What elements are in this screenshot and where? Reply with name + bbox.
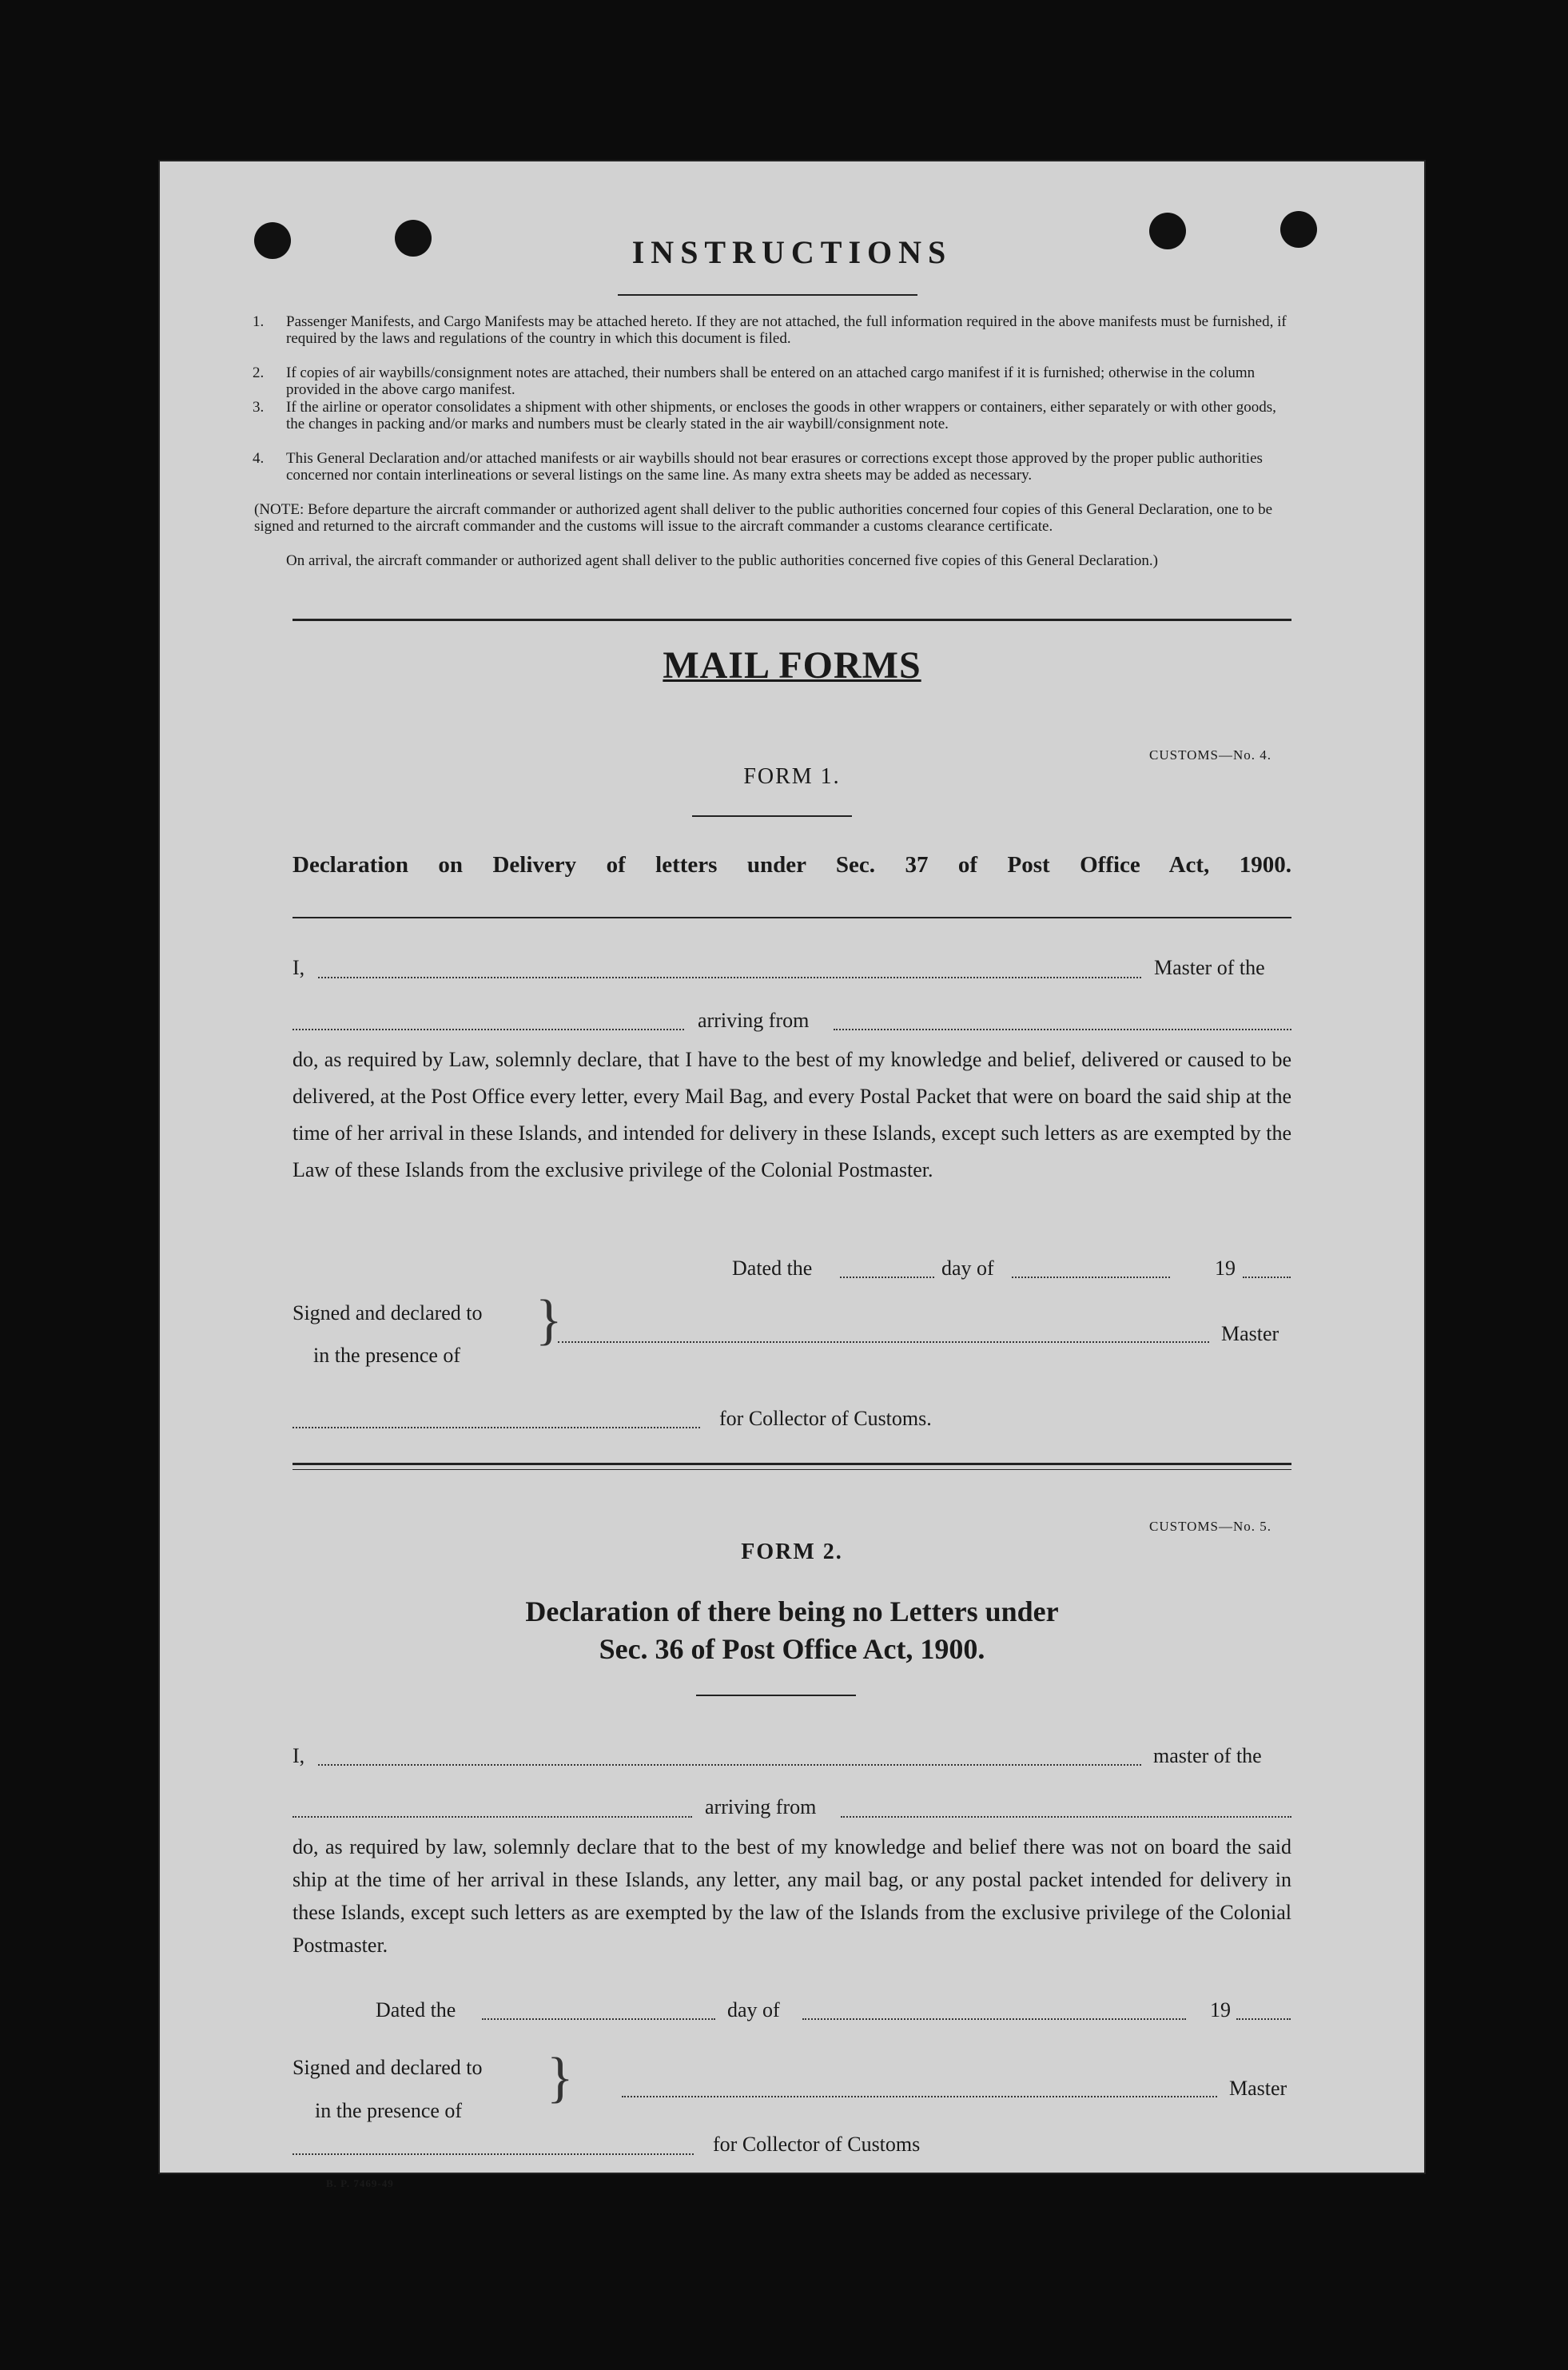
form2-day-of: day of: [727, 1998, 780, 2021]
form2-year-field[interactable]: [1236, 2018, 1291, 2020]
form1-heading-rule: [692, 815, 852, 817]
form1-dated-the: Dated the: [732, 1257, 813, 1280]
instruction-note: [254, 501, 1293, 535]
form1-master-of-the: Master of the: [1154, 956, 1265, 979]
form2-master-of-the: master of the: [1153, 1744, 1262, 1767]
instruction-text: This General Declaration and/or attached manifests or air waybills should not bear erasures or corrections except those approved by the proper public authorities concerned nor contain interlineations or several listings on the same line. As many extra sheets may be added as necessary.: [286, 450, 1263, 484]
form2-declaration-line-2: Sec. 36 of Post Office Act, 1900.: [599, 1633, 985, 1665]
form1-master: Master: [1221, 1322, 1279, 1345]
title-underline: [618, 294, 917, 296]
form1-origin-field[interactable]: [834, 1029, 1291, 1030]
form1-arriving-from: arriving from: [698, 1009, 810, 1032]
form2-collector-signature-field[interactable]: [293, 2153, 694, 2155]
form1-brace: }: [535, 1289, 563, 1351]
form1-date-field[interactable]: [840, 1277, 934, 1278]
printer-mark: B. P. 7469-49: [326, 2177, 394, 2189]
instruction-item-2: [253, 364, 1293, 398]
form2-signed-1: Signed and declared to: [293, 2056, 483, 2079]
form2-heading-rule: [696, 1695, 856, 1696]
section-divider: [293, 619, 1291, 621]
form1-declaration-text: Declaration on Delivery of letters under Sec. 37 of Post Office Act, 1900.: [293, 852, 1291, 878]
form1-day-of: day of: [941, 1257, 994, 1280]
form2-ship-field[interactable]: [293, 1816, 692, 1818]
instruction-text: If copies of air waybills/consignment notes are attached, their numbers shall be entered on an attached cargo manifest if it is furnished; otherwise in the column provided in the above cargo manifest.: [286, 364, 1256, 398]
form1-heading: FORM 1.: [743, 764, 841, 789]
instruction-item-4: [253, 450, 1293, 484]
mail-forms-title: MAIL FORMS: [663, 644, 921, 687]
form1-year: 19: [1215, 1257, 1236, 1280]
form2-date-field[interactable]: [482, 2018, 715, 2020]
instruction-number: 2.: [253, 364, 265, 381]
form1-declaration: [293, 852, 1291, 878]
form-divider: [293, 1463, 1291, 1465]
form1-body: do, as required by Law, solemnly declare, that I have to the best of my knowledge and belief, delivered or caused to be delivered, at the Post Office every letter, every Mail Bag, and every Postal Packet that were on board the said ship at the time of her arrival in these Islands, and intended for delivery in these Islands, except such letters as are exempted by the Law of these Islands from the exclusive privilege of the Colonial Postmaster.: [293, 1048, 1291, 1181]
form2-customs-number: CUSTOMS—No. 5.: [1149, 1519, 1272, 1534]
form2-signed-2: in the presence of: [315, 2099, 463, 2122]
form2-heading: FORM 2.: [741, 1540, 843, 1564]
form1-master-signature-field[interactable]: [558, 1341, 1209, 1343]
form2-master: Master: [1229, 2077, 1287, 2100]
instruction-note-text-2: On arrival, the aircraft commander or authorized agent shall deliver to the public authorities concerned five copies of this General Declaration.): [286, 552, 1158, 569]
form2-collector: for Collector of Customs: [713, 2133, 921, 2156]
form1-i-label: I,: [293, 956, 305, 979]
form1-collector: for Collector of Customs.: [719, 1407, 932, 1430]
form1-year-field[interactable]: [1243, 1277, 1291, 1278]
form-divider-thin: [293, 1469, 1291, 1470]
form2-declaration-line-1: Declaration of there being no Letters under: [525, 1595, 1059, 1627]
form2-brace: }: [547, 2047, 574, 2109]
form1-ship-field[interactable]: [293, 1029, 684, 1030]
form2-arriving-from: arriving from: [705, 1795, 817, 1818]
form2-master-signature-field[interactable]: [622, 2096, 1217, 2097]
form2-i-label: I,: [293, 1744, 305, 1767]
form1-declaration-rule: [293, 917, 1291, 918]
instruction-item-1: [253, 313, 1293, 347]
instruction-text: Passenger Manifests, and Cargo Manifests may be attached hereto. If they are not attached, the full information required in the above manifests must be furnished, if required by the laws and regulations of the country in which this document is filed.: [286, 313, 1287, 347]
form1-collector-signature-field[interactable]: [293, 1427, 700, 1428]
form1-customs-number: CUSTOMS—No. 4.: [1149, 747, 1272, 763]
form1-signed-2: in the presence of: [313, 1344, 461, 1367]
form2-name-field[interactable]: [318, 1764, 1141, 1766]
instruction-note-2: [286, 552, 1293, 569]
document-sheet: [158, 160, 1426, 2189]
instruction-item-3: [253, 399, 1293, 432]
instruction-number: 4.: [253, 450, 265, 467]
form1-signed-1: Signed and declared to: [293, 1301, 483, 1324]
form1-month-field[interactable]: [1012, 1277, 1170, 1278]
form2-origin-field[interactable]: [841, 1816, 1291, 1818]
instruction-note-text: (NOTE: Before departure the aircraft commander or authorized agent shall deliver to the public authorities concerned four copies of this General Declaration, one to be signed and returned to the aircraft commander and the customs will issue to the aircraft commander a customs clearance certificate.: [254, 501, 1273, 535]
form1-name-field[interactable]: [318, 977, 1141, 978]
instructions-title: INSTRUCTIONS: [631, 234, 953, 270]
instruction-number: 1.: [253, 313, 265, 330]
instruction-text: If the airline or operator consolidates a shipment with other shipments, or encloses the goods in other wrappers or containers, either separately or with other goods, the changes in packing and/or marks and numbers must be clearly stated in the air waybill/consignment note.: [286, 399, 1276, 432]
form2-month-field[interactable]: [802, 2018, 1186, 2020]
instruction-number: 3.: [253, 399, 265, 416]
form2-dated-the: Dated the: [376, 1998, 456, 2021]
form2-body: do, as required by law, solemnly declare that to the best of my knowledge and belief there was not on board the said ship at the time of her arrival in these Islands, any letter, any mail bag, or any postal packet intended for delivery in these Islands, except such letters as are exempted by the law of the Islands from the exclusive privilege of the Colonial Postmaster.: [293, 1835, 1291, 1957]
form2-year: 19: [1210, 1998, 1231, 2021]
